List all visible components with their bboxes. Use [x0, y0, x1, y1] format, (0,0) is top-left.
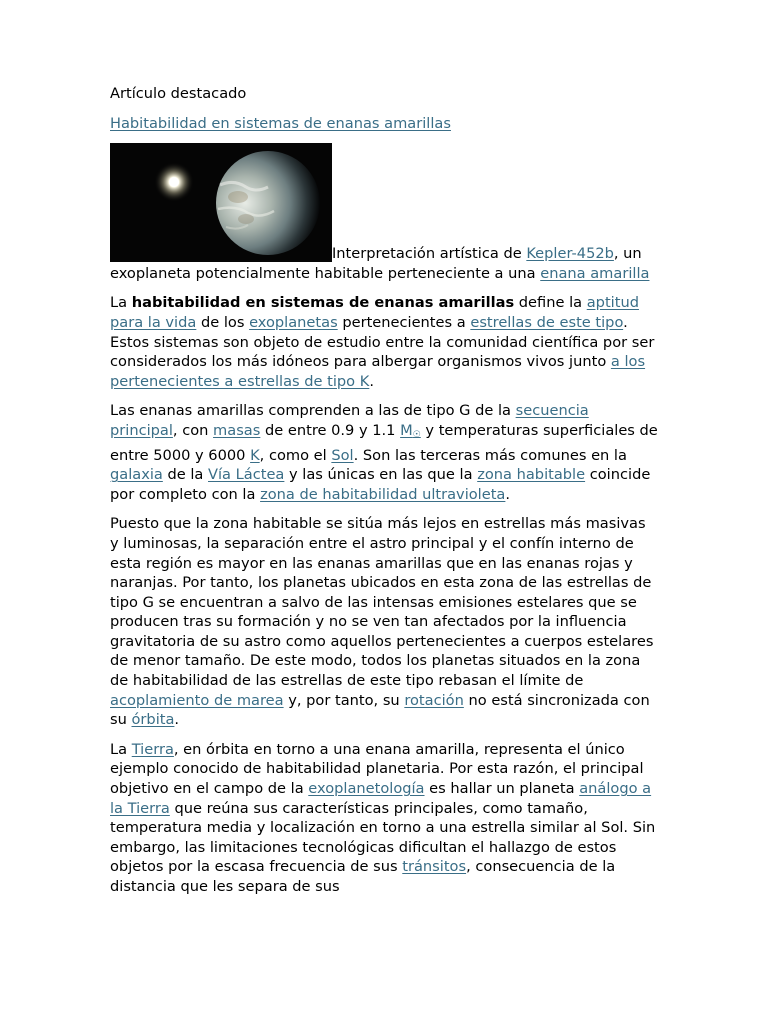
zona-habitable-link[interactable]: zona habitable	[477, 466, 586, 484]
transitos-link[interactable]: tránsitos	[402, 858, 467, 876]
planet-and-star-image	[110, 143, 332, 262]
acoplamiento-marea-link[interactable]: acoplamiento de marea	[110, 691, 284, 709]
exoplanetas-link[interactable]: exoplanetas	[249, 313, 338, 331]
article-title-link[interactable]: Habitabilidad en sistemas de enanas amarillas	[110, 114, 451, 132]
kelvin-link[interactable]: K	[250, 446, 260, 464]
tierra-link[interactable]: Tierra	[131, 740, 174, 758]
estrellas-tipo-k-link[interactable]: a los pertenecientes a estrellas de tipo K	[110, 353, 646, 390]
rotacion-link[interactable]: rotación	[404, 691, 464, 709]
analogo-tierra-link[interactable]: análogo a la Tierra	[110, 780, 652, 817]
sol-link[interactable]: Sol	[331, 446, 354, 464]
kepler-452b-link[interactable]: Kepler-452b	[526, 245, 614, 263]
secuencia-principal-link[interactable]: secuencia principal	[110, 402, 589, 439]
bold-term: habitabilidad en sistemas de enanas amarillas	[131, 294, 515, 312]
enana-amarilla-link[interactable]: enana amarilla	[540, 264, 650, 282]
paragraph-intro: La habitabilidad en sistemas de enanas amarillas define la aptitud para la vida de los exoplanetas pertenecientes a estrellas de este tipo. Estos sistemas son objeto de estudio entre la comunidad científica por ser considerados los más idóneos para albergar organismos vivos junto a los pertenecientes a estrellas de tipo K.	[110, 294, 655, 390]
paragraph-earth: La Tierra, en órbita en torno a una enana amarilla, representa el único ejemplo conocido de habitabilidad planetaria. Por esta razón, el principal objetivo en el campo de la exoplanetología es hallar un planeta análogo a la Tierra que reúna sus características principales, como tamaño, temperatura media y localización en torno a una estrella similar al Sol. Sin embargo, las limitaciones tecnológicas dificultan el hallazgo de estos objetos por la escasa frecuencia de sus tránsitos, consecuencia de la distancia que les separa de sus	[110, 740, 656, 895]
paragraph-habitable-zone: Puesto que la zona habitable se sitúa más lejos en estrellas más masivas y luminosas, la separación entre el astro principal y el confín interno de esta región es mayor en las enanas amarillas que en las enanas rojas y naranjas. Por tanto, los planetas ubicados en esta zona de las estrellas de tipo G se encuentran a salvo de las intensas emisiones estelares que se producen tras su formación y no se ven tan afectados por la influencia gravitatoria de su astro como aquellos pertenecientes a cuerpos estelares de menor tamaño. De este modo, todos los planetas situados en la zona de habitabilidad de las estrellas de este tipo rebasan el límite de acoplamiento de marea y, por tanto, su rotación no está sincronizada con su órbita.	[110, 515, 654, 729]
article-body	[110, 84, 658, 907]
via-lactea-link[interactable]: Vía Láctea	[208, 466, 285, 484]
galaxia-link[interactable]: galaxia	[110, 466, 163, 484]
sun-symbol: ☉	[412, 429, 421, 440]
estrellas-tipo-link[interactable]: estrellas de este tipo	[470, 313, 624, 331]
aptitud-vida-link[interactable]: aptitud para la vida	[110, 294, 639, 331]
masas-link[interactable]: masas	[213, 421, 261, 439]
figure-caption-text: Interpretación artística de	[332, 245, 527, 263]
figure: Interpretación artística de Kepler-452b, un exoplaneta potencialmente habitable perteneciente a una enana amarilla	[110, 143, 658, 283]
exoplanetologia-link[interactable]: exoplanetología	[308, 780, 425, 798]
orbita-link[interactable]: órbita	[131, 711, 175, 729]
solar-mass-link[interactable]: $M_☉$	[400, 421, 421, 440]
zona-habitabilidad-uv-link[interactable]: zona de habitabilidad ultravioleta	[260, 485, 506, 503]
section-heading: Artículo destacado	[110, 85, 247, 102]
paragraph-characteristics: Las enanas amarillas comprenden a las de tipo G de la secuencia principal, con masas de entre 0.9 y 1.1 $M_☉$ y temperaturas superficiales de entre 5000 y 6000 K, como el Sol. Son las terceras más comunes en la galaxia de la Vía Láctea y las únicas en las que la zona habitable coincide por completo con la zona de habitabilidad ultravioleta.	[110, 402, 658, 503]
